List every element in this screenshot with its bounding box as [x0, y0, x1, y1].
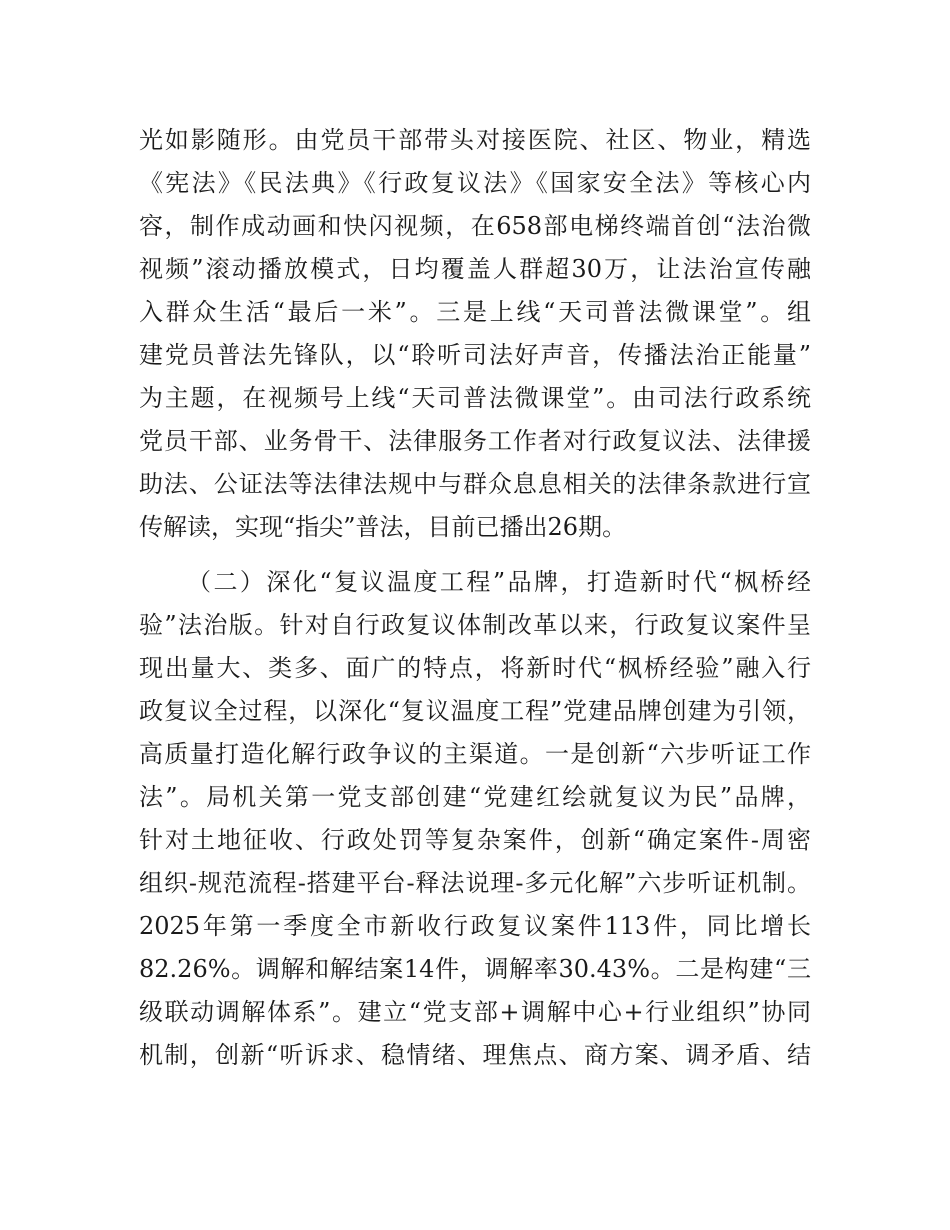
text-line: 2025年第一季度全市新收行政复议案件113件，同比增长	[139, 912, 811, 940]
text-line: 《宪法》《民法典》《行政复议法》《国家安全法》等核心内	[139, 169, 811, 197]
text-line: 验”法治版。针对自行政复议体制改革以来，行政复议案件呈	[139, 611, 811, 639]
text-line: 视频”滚动播放模式，日均覆盖人群超30万，让法治宣传融	[139, 255, 811, 283]
text-line: 法”。局机关第一党支部创建“党建红绘就复议为民”品牌，	[139, 783, 811, 811]
section-heading-line: （二）深化“复议温度工程”品牌，打造新时代“枫桥经	[187, 568, 811, 596]
text-line: 高质量打造化解行政争议的主渠道。一是创新“六步听证工作	[139, 740, 811, 768]
text-line: 传解读，实现“指尖”普法，目前已播出26期。	[139, 513, 627, 541]
text-line: 入群众生活“最后一米”。三是上线“天司普法微课堂”。组	[139, 298, 811, 326]
text-line: 针对土地征收、行政处罚等复杂案件，创新“确定案件-周密	[139, 826, 811, 854]
text-line: 现出量大、类多、面广的特点，将新时代“枫桥经验”融入行	[139, 654, 811, 682]
text-line: 为主题，在视频号上线“天司普法微课堂”。由司法行政系统	[139, 384, 811, 412]
text-line: 组织-规范流程-搭建平台-释法说理-多元化解”六步听证机制。	[139, 869, 811, 897]
text-line: 机制，创新“听诉求、稳情绪、理焦点、商方案、调矛盾、结	[139, 1041, 811, 1069]
text-line: 82.26%。调解和解结案14件，调解率30.43%。二是构建“三	[139, 955, 811, 983]
text-line: 容，制作成动画和快闪视频，在658部电梯终端首创“法治微	[139, 212, 811, 240]
text-line: 级联动调解体系”。建立“党支部+调解中心+行业组织”协同	[139, 998, 811, 1026]
text-line: 光如影随形。由党员干部带头对接医院、社区、物业，精选	[139, 126, 811, 154]
text-line: 助法、公证法等法律法规中与群众息息相关的法律条款进行宣	[139, 470, 811, 498]
text-line: 建党员普法先锋队，以“聆听司法好声音，传播法治正能量”	[139, 341, 811, 369]
text-line: 党员干部、业务骨干、法律服务工作者对行政复议法、法律援	[139, 427, 811, 455]
text-line: 政复议全过程，以深化“复议温度工程”党建品牌创建为引领，	[139, 697, 811, 725]
